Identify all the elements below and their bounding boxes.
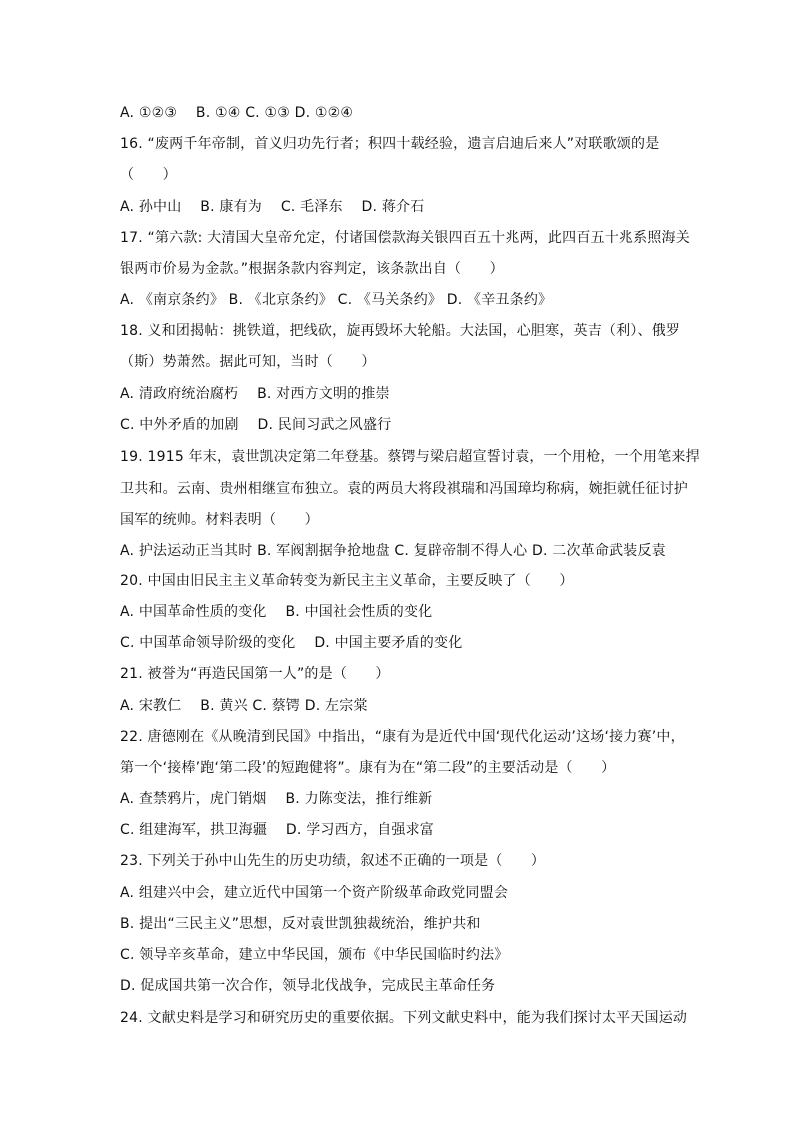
q21-options: A. 宋教仁 B. 黄兴 C. 蔡锷 D. 左宗棠 (120, 698, 368, 714)
q22-options-ab: A. 查禁鸦片，虎门销烟 B. 力陈变法，推行维新 (120, 791, 433, 807)
q22-options-cd: C. 组建海军，拱卫海疆 D. 学习西方，自强求富 (120, 822, 435, 838)
q22-stem-cont: 第一个‘接棒’跑‘第二段’的短跑健将”。康有为在“第二段”的主要活动是（ ） (120, 760, 616, 776)
q22-stem: 22. 唐德刚在《从晚清到民国》中指出，“康有为是近代中国‘现代化运动’这场‘接力赛’中， (120, 729, 685, 745)
q18-options-ab: A. 清政府统治腐朽 B. 对西方文明的推崇 (120, 386, 390, 402)
q23-option-a: A. 组建兴中会，建立近代中国第一个资产阶级革命政党同盟会 (120, 885, 509, 901)
q23-option-c: C. 领导辛亥革命，建立中华民国，颁布《中华民国临时约法》 (120, 947, 509, 963)
q23-stem: 23. 下列关于孙中山先生的历史功绩，叙述不正确的一项是（ ） (120, 853, 546, 869)
q19-stem-cont2: 国军的统帅。材料表明（ ） (120, 512, 319, 528)
q16-options: A. 孙中山 B. 康有为 C. 毛泽东 D. 蒋介石 (120, 199, 425, 215)
q19-options: A. 护法运动正当其时 B. 军阀割据争抢地盘 C. 复辟帝制不得人心 D. 二次革命武装反袁 (120, 543, 666, 559)
q17-stem: 17. “第六款: 大清国大皇帝允定，付诸国偿款海关银四百五十兆两，此四百五十兆系照海关 (120, 230, 690, 246)
q18-options-cd: C. 中外矛盾的加剧 D. 民间习武之风盛行 (120, 417, 392, 433)
q15-options: A. ①②③ B. ①④ C. ①③ D. ①②④ (120, 105, 354, 121)
q16-stem-cont: （ ） (120, 167, 177, 183)
q19-stem: 19. 1915 年末，袁世凯决定第二年登基。蔡锷与梁启超宣誓讨袁，一个用枪，一个用笔来捍 (120, 449, 700, 465)
q19-stem-cont: 卫共和。云南、贵州相继宣布独立。袁的两员大将段祺瑞和冯国璋均称病，婉拒就任征讨护 (120, 481, 688, 497)
q20-options-cd: C. 中国革命领导阶级的变化 D. 中国主要矛盾的变化 (120, 635, 463, 651)
q18-stem-cont: （斯）势萧然。据此可知，当时（ ） (120, 354, 376, 370)
q18-stem: 18. 义和团揭帖：挑铁道，把线砍，旋再毁坏大轮船。大法国，心胆寒，英吉（利）、俄罗 (120, 323, 681, 339)
q20-stem: 20. 中国由旧民主主义革命转变为新民主主义革命，主要反映了（ ） (120, 573, 574, 589)
q24-stem: 24. 文献史料是学习和研究历史的重要依据。下列文献史料中，能为我们探讨太平天国运动 (120, 1010, 688, 1026)
q23-option-d: D. 促成国共第一次合作，领导北伐战争，完成民主革命任务 (120, 978, 496, 994)
q16-stem: 16. “废两千年帝制，首义归功先行者；积四十载经验，遗言启迪后来人”对联歌颂的是 (120, 136, 660, 152)
q23-option-b: B. 提出“三民主义”思想，反对袁世凯独裁统治，维护共和 (120, 916, 481, 932)
q21-stem: 21. 被誉为“再造民国第一人”的是（ ） (120, 666, 390, 682)
q17-stem-cont: 银两市价易为金款。”根据条款内容判定，该条款出自（ ） (120, 261, 504, 277)
q17-options: A. 《南京条约》 B. 《北京条约》 C. 《马关条约》 D. 《辛丑条约》 (120, 292, 553, 308)
q20-options-ab: A. 中国革命性质的变化 B. 中国社会性质的变化 (120, 604, 433, 620)
